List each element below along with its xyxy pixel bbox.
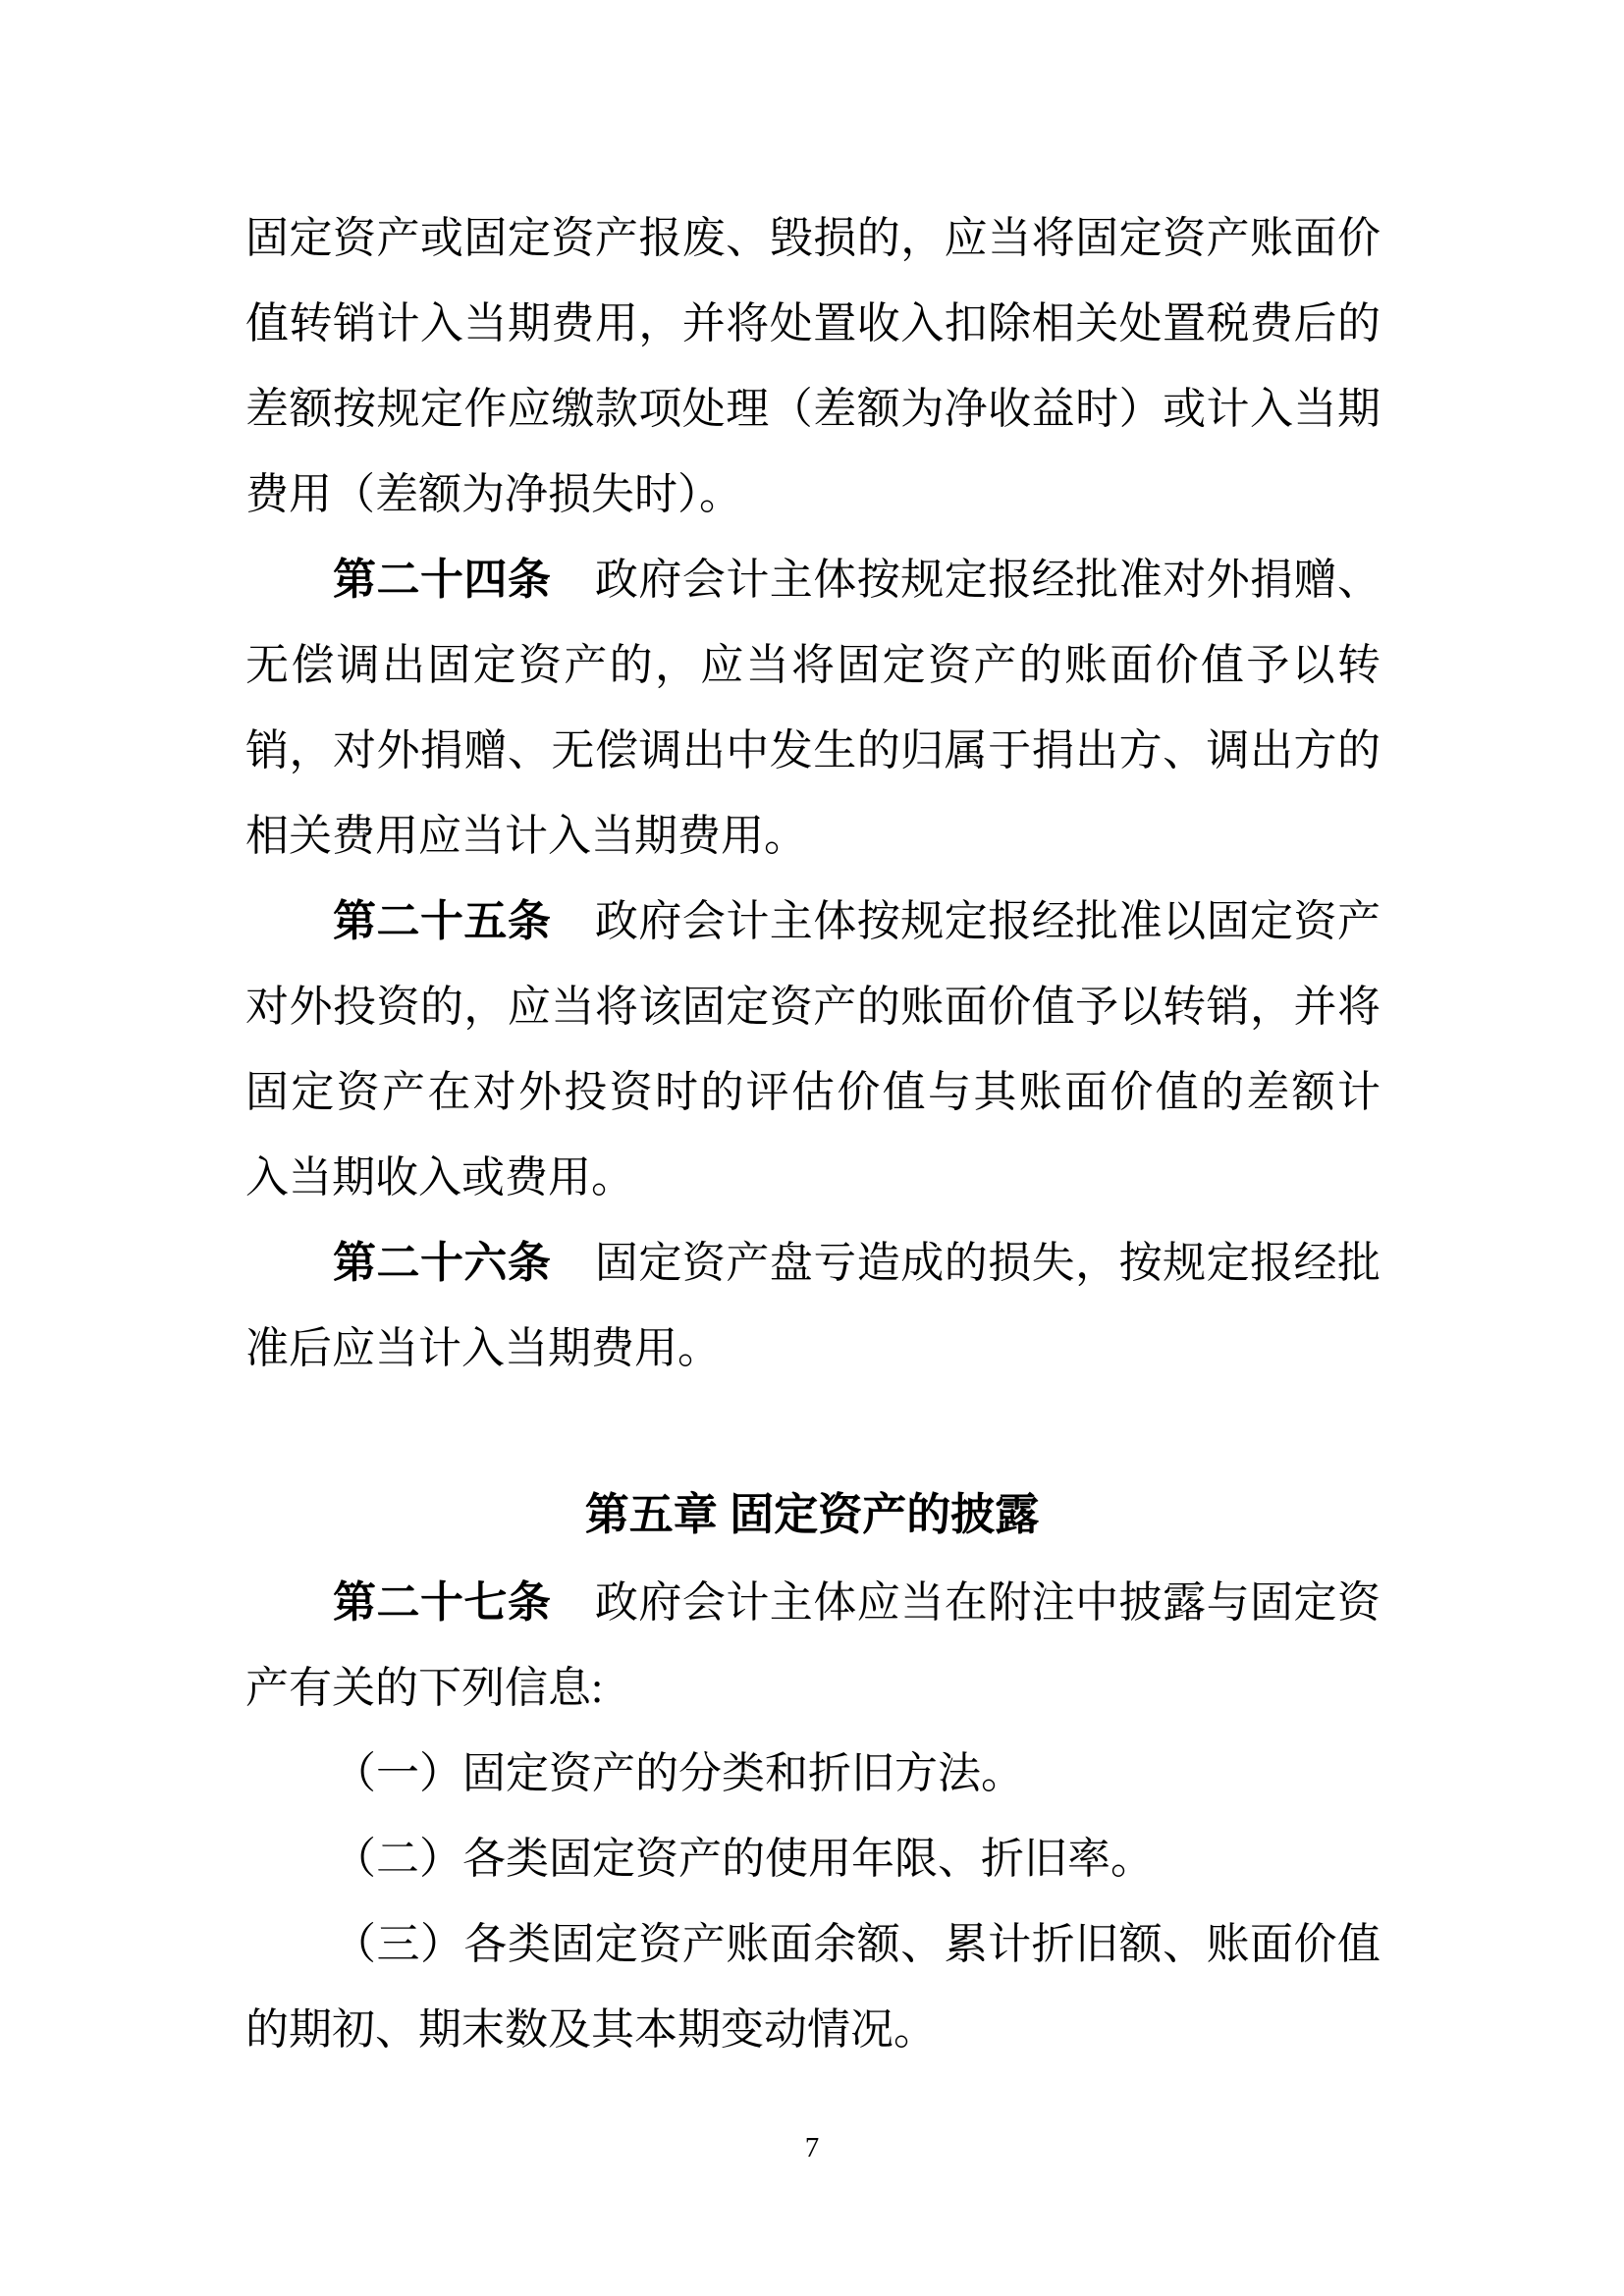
body-line: 固定资产在对外投资时的评估价值与其账面价值的差额计: [245, 1068, 1380, 1116]
body-line: 差额按规定作应缴款项处理（差额为净收益时）或计入当期: [245, 385, 1380, 433]
body-line: 的期初、期末数及其本期变动情况。: [245, 2005, 937, 2054]
list-item-3: （三）各类固定资产账面余额、累计折旧额、账面价值: [333, 1920, 1380, 1968]
body-line: 无偿调出固定资产的，应当将固定资产的账面价值予以转: [245, 641, 1380, 689]
body-line: 销，对外捐赠、无偿调出中发生的归属于捐出方、调出方的: [245, 726, 1380, 774]
body-line: 固定资产或固定资产报废、毁损的，应当将固定资产账面价: [245, 214, 1380, 262]
list-item-1: （一）固定资产的分类和折旧方法。: [333, 1749, 1024, 1797]
article-text: 政府会计主体按规定报经批准以固定资产: [551, 897, 1381, 945]
body-line: 相关费用应当计入当期费用。: [245, 812, 807, 860]
article-text: 固定资产盘亏造成的损失，按规定报经批: [551, 1239, 1381, 1287]
article-24-line: [245, 556, 1380, 605]
body-line: 入当期收入或费用。: [245, 1153, 634, 1201]
article-text: 政府会计主体按规定报经批准对外捐赠、: [551, 556, 1381, 604]
chapter-heading: 第五章 固定资产的披露: [584, 1489, 1040, 1539]
body-line: 费用（差额为净损失时）。: [245, 470, 742, 518]
body-line: 对外投资的，应当将该固定资产的账面价值予以转销，并将: [245, 983, 1380, 1031]
body-line: 值转销计入当期费用，并将处置收入扣除相关处置税费后的: [245, 299, 1380, 347]
article-number: 第二十六条: [333, 1239, 552, 1287]
article-number: 第二十四条: [333, 556, 552, 604]
list-item-2: （二）各类固定资产的使用年限、折旧率。: [333, 1835, 1154, 1883]
article-number: 第二十七条: [333, 1578, 552, 1627]
article-25-line: [245, 897, 1380, 946]
body-line: 准后应当计入当期费用。: [245, 1324, 721, 1372]
article-26-line: [245, 1239, 1380, 1288]
body-line: 产有关的下列信息:: [245, 1664, 604, 1712]
article-27-line: [245, 1578, 1380, 1628]
page-number: 7: [804, 2132, 820, 2163]
article-number: 第二十五条: [333, 897, 552, 945]
article-text: 政府会计主体应当在附注中披露与固定资: [551, 1578, 1381, 1627]
